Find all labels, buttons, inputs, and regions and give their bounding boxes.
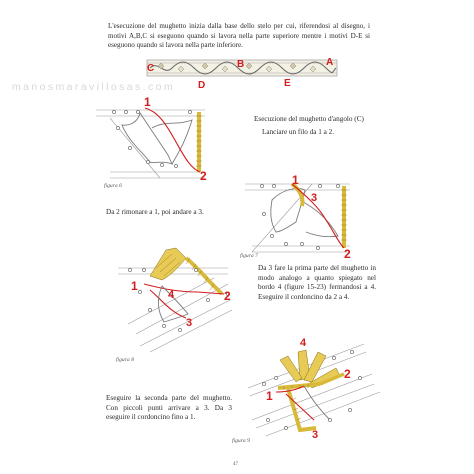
step-4: Eseguire la seconda parte del mughetto. Con piccoli punti arrivare a 3. Da 3 eseguire il cordoncino fino a 1. bbox=[106, 394, 232, 422]
caption-figura-6: figura 6 bbox=[104, 183, 122, 189]
intro-paragraph: L'esecuzione del mughetto inizia dalla base dello stelo per cui, riferendosi al disegno, i motivi A,B,C si eseguono quando si lavora nella parte superiore mentre i motivi D-E si eseguono quando si lavora nella parte inferiore. bbox=[108, 22, 370, 50]
figure-8 bbox=[118, 248, 232, 352]
fig9-marker-4: 4 bbox=[300, 337, 307, 349]
step-1: Lanciare un filo da 1 a 2. bbox=[262, 128, 335, 136]
fig9-marker-2: 2 bbox=[344, 367, 351, 381]
band-letter-a: A bbox=[326, 57, 334, 68]
caption-figura-7: figura 7 bbox=[240, 253, 258, 259]
figure-9 bbox=[248, 337, 380, 441]
caption-figura-8: figura 8 bbox=[116, 357, 134, 363]
section-title: Esecuzione del mughetto d'angolo (C) bbox=[254, 115, 364, 123]
fig6-marker-1: 1 bbox=[144, 95, 151, 109]
fig9-marker-1: 1 bbox=[266, 389, 273, 403]
fig7-marker-3: 3 bbox=[311, 192, 318, 204]
band-letter-d: D bbox=[198, 80, 206, 91]
decorative-band bbox=[147, 57, 337, 91]
page-number: 47 bbox=[233, 462, 238, 467]
figure-7 bbox=[245, 173, 351, 261]
fig8-marker-3: 3 bbox=[186, 317, 193, 329]
fig6-marker-2: 2 bbox=[200, 169, 207, 183]
caption-figura-9: figura 9 bbox=[232, 438, 250, 444]
figure-6 bbox=[96, 95, 207, 183]
step-3: Da 3 fare la prima parte del mughetto in modo analogo a quanto spiegato nel bordo 4 (figure 15-23) fermandosi a 4. Eseguire il cordoncino da 2 a 4. bbox=[258, 264, 376, 301]
fig8-marker-4: 4 bbox=[168, 289, 175, 301]
fig8-marker-1: 1 bbox=[131, 279, 138, 293]
band-letter-c: C bbox=[147, 63, 155, 74]
band-letter-b: B bbox=[237, 59, 245, 70]
band-letter-e: E bbox=[284, 78, 291, 89]
fig8-marker-2: 2 bbox=[224, 289, 231, 303]
fig7-marker-2: 2 bbox=[344, 247, 351, 261]
fig7-marker-1: 1 bbox=[292, 173, 299, 187]
fig9-marker-3: 3 bbox=[312, 429, 319, 441]
watermark: manosmaravillosas.com bbox=[12, 81, 176, 93]
step-2: Da 2 rimonare a 1, poi andare a 3. bbox=[106, 208, 204, 216]
